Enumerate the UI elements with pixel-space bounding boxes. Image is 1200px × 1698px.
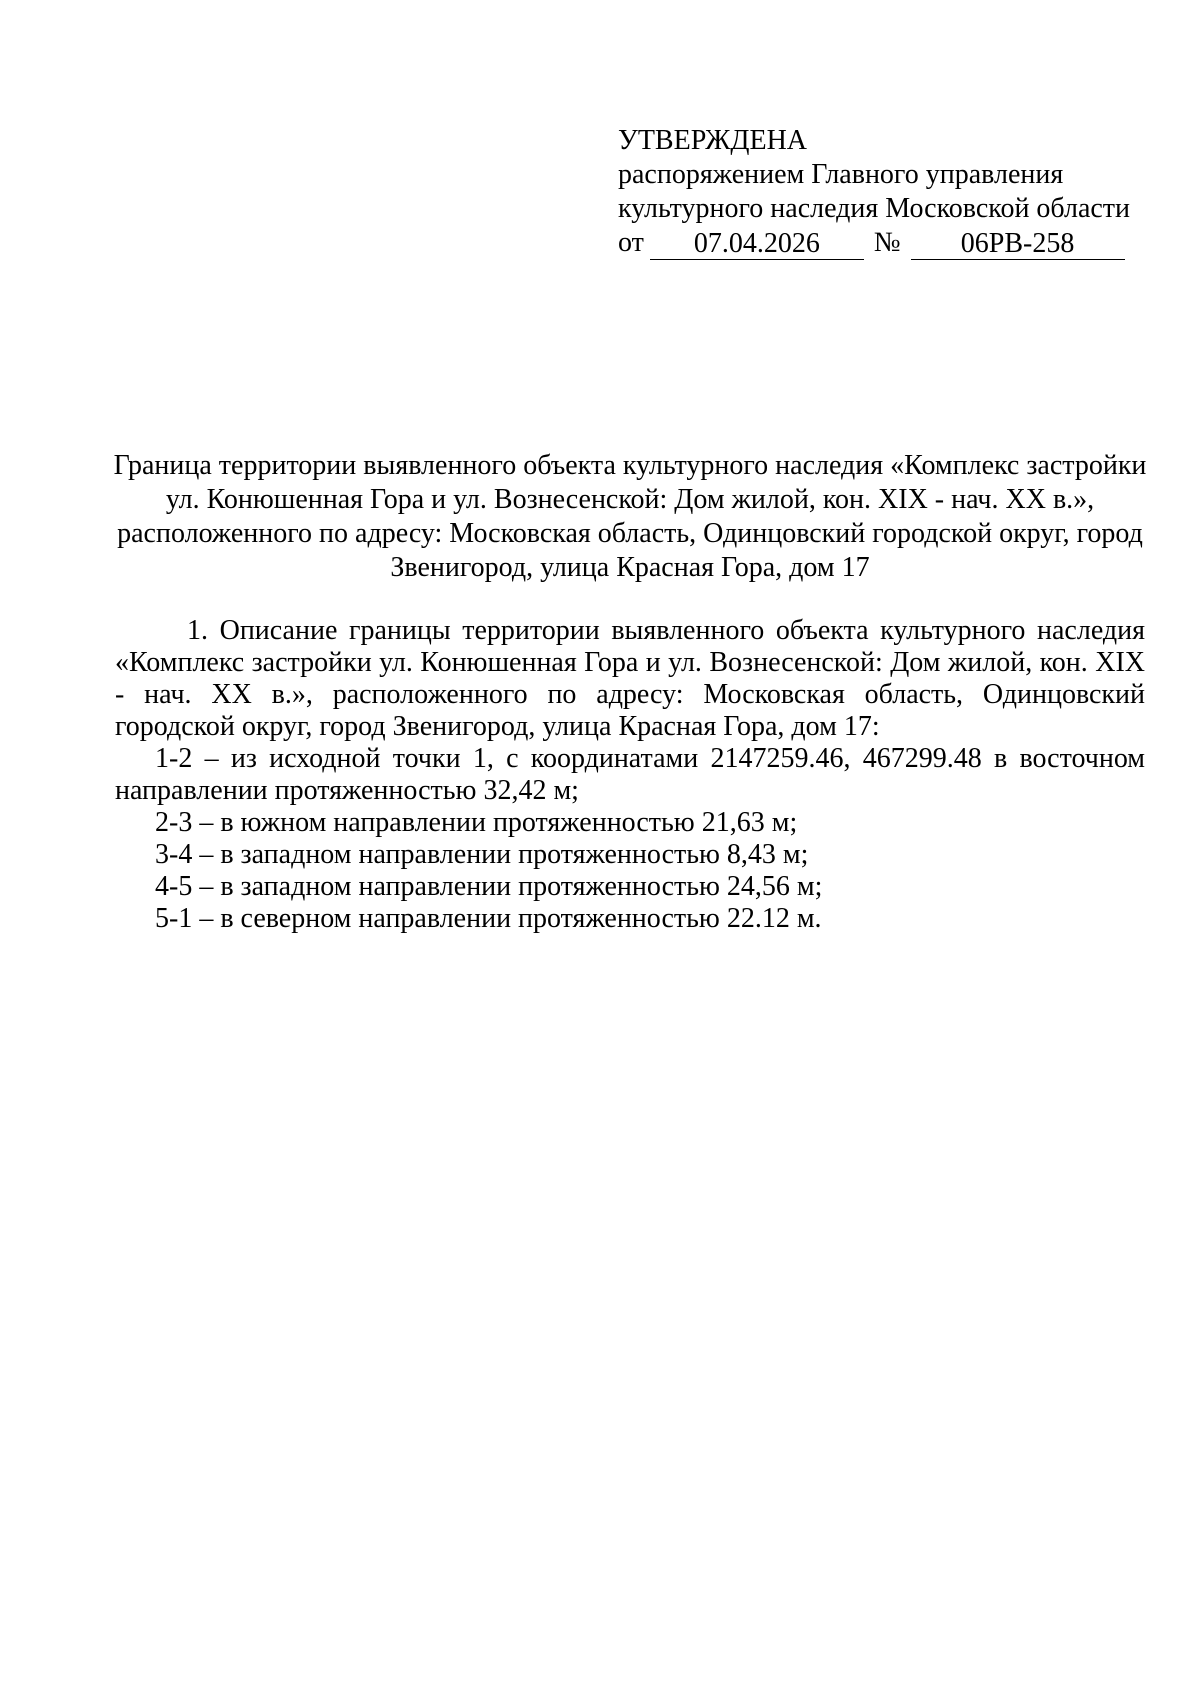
boundary-segment: 4-5 – в западном направлении протяженностью 24,56 м; xyxy=(155,871,823,902)
approval-line-2: культурного наследия Московской области xyxy=(618,193,1131,224)
boundary-description-intro: 1. Описание границы территории выявленного объекта культурного наследия «Комплекс застройки ул. Конюшенная Гора и ул. Вознесенской: Дом жилой, кон. XIX - нач. XX в.», расположенного по адресу: Московская область, Одинцовский городской округ, город Звенигород, улица Красная Гора, дом 17: xyxy=(115,615,1145,742)
approval-block xyxy=(618,124,1138,260)
document-title: Граница территории выявленного объекта культурного наследия «Комплекс застройки ул. Конюшенная Гора и ул. Вознесенской: Дом жилой, кон. XIX - нач. XX в.», расположенного по адресу: Московская область, Одинцовский городской округ, город Звенигород, улица Красная Гора, дом 17 xyxy=(113,450,1147,583)
boundary-segment: 2-3 – в южном направлении протяженностью 21,63 м; xyxy=(155,807,798,838)
approval-line-1: распоряжением Главного управления xyxy=(618,159,1064,190)
approval-number: 06РВ-258 xyxy=(911,229,1125,260)
approval-title: УТВЕРЖДЕНА xyxy=(618,125,808,156)
boundary-segment: 3-4 – в западном направлении протяженностью 8,43 м; xyxy=(155,839,809,870)
boundary-segment: 1-2 – из исходной точки 1, с координатами 2147259.46, 467299.48 в восточном направлении протяженностью 32,42 м; xyxy=(115,743,1145,806)
document-body xyxy=(115,615,1145,935)
from-label: от xyxy=(618,227,644,258)
approval-reference-line xyxy=(618,226,1138,260)
number-sign: № xyxy=(873,227,901,258)
approval-date: 07.04.2026 xyxy=(650,229,864,260)
boundary-segment: 5-1 – в северном направлении протяженностью 22.12 м. xyxy=(155,903,822,934)
